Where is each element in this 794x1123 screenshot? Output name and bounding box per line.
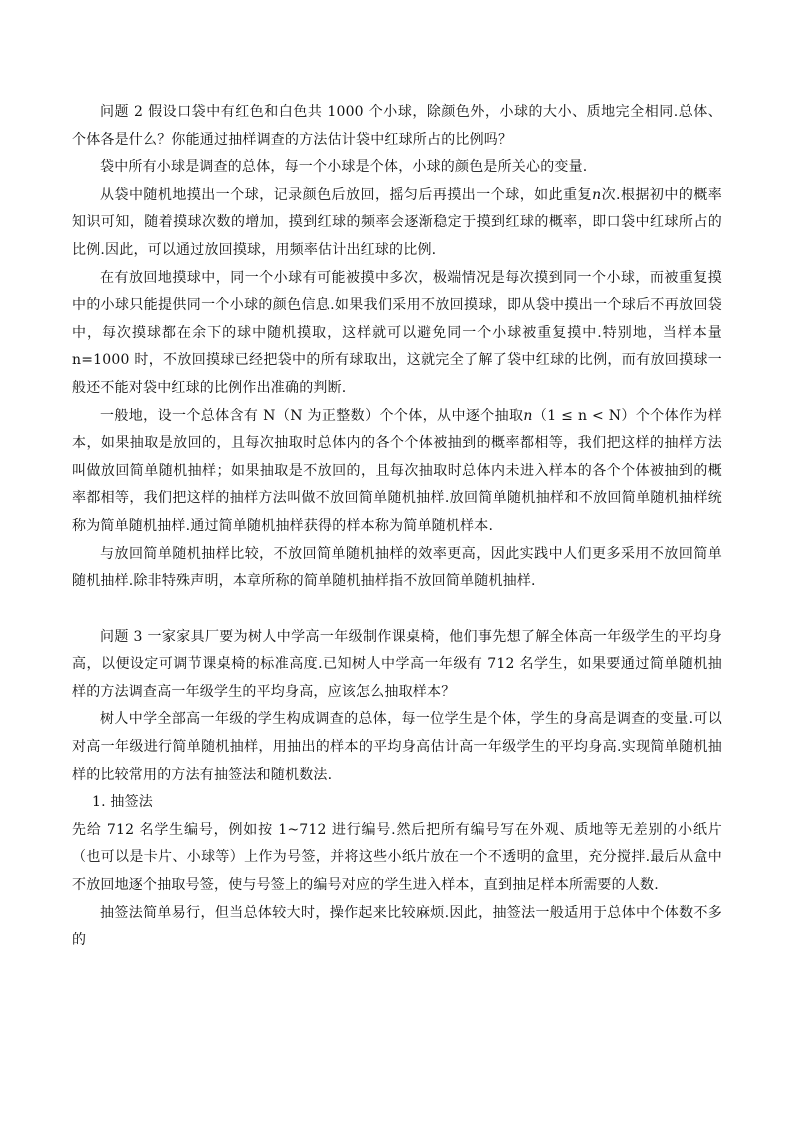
section-spacer — [72, 596, 722, 624]
definition-range: （1 ≤ n < N） — [532, 407, 636, 424]
question-2: 问题 2 假设口袋中有红色和白色共 1000 个小球，除颜色外，小球的大小、质地完全相同.总体、个体各是什么？你能通过抽样调查的方法估计袋中红球所占的比例吗？ — [72, 104, 722, 148]
document-body — [72, 99, 722, 955]
q2-answer-text-pre: 从袋中随机地摸出一个球，记录颜色后放回，摇匀后再摸出一个球，如此重复 — [100, 186, 593, 203]
variable-n: n — [592, 186, 602, 203]
q2-answer-text-post: 次.根据初中的概率知识可知，随着摸球次数的增加，摸到红球的频率会逐渐稳定于摸到红球的概率，即口袋中红球所占的比例.因此，可以通过放回摸球，用频率估计出红球的比例. — [72, 186, 722, 258]
q3-answer: 树人中学全部高一年级的学生构成调查的总体，每一位学生是个体，学生的身高是调查的变量.可以对高一年级进行简单随机抽样，用抽出的样本的平均身高估计高一年级学生的平均身高.实现简单随机抽样的比较常用的方法有抽签法和随机数法. — [72, 711, 722, 783]
definition-text-pre: 一般地，设一个总体含有 N（N 为正整数）个个体，从中逐个抽取 — [100, 407, 524, 424]
q2-answer-without-replacement: 在有放回地摸球中，同一个小球有可能被摸中多次，极端情况是每次摸到同一个小球，而被重复摸中的小球只能提供同一个小球的颜色信息.如果我们采用不放回摸球，即从袋中摸出一个球后不再放回袋中，每次摸球都在余下的球中随机摸取，这样就可以避免同一个小球被重复摸中.特别地，当样本量 n=1000 时，不放回摸球已经把袋中的所有球取出，这就完全了解了袋中红球的比例，而有放回摸球一般还不能对袋中红球的比例作出准确的判断. — [72, 269, 722, 396]
q2-answer-sampling-with-replacement — [72, 182, 722, 265]
variable-n: n — [523, 407, 533, 424]
comparison-paragraph: 与放回简单随机抽样比较，不放回简单随机抽样的效率更高，因此实践中人们更多采用不放回简单随机抽样.除非特殊声明，本章所称的简单随机抽样指不放回简单随机抽样. — [72, 545, 722, 590]
method-1-note: 抽签法简单易行，但当总体较大时，操作起来比较麻烦.因此，抽签法一般适用于总体中个体数不多的 — [72, 904, 722, 949]
method-1-heading: 1. 抽签法 — [92, 794, 154, 811]
definition-simple-random-sampling — [72, 403, 722, 541]
definition-text-post: 个个体作为样本，如果抽取是放回的，且每次抽取时总体内的各个个体被抽到的概率都相等，我们把这样的抽样方法叫做放回简单随机抽样；如果抽取是不放回的，且每次抽取时总体内未进入样本的各个个体被抽到的概率都相等，我们把这样的抽样方法叫做不放回简单随机抽样.放回简单随机抽样和不放回简单随机抽样统称为简单随机抽样.通过简单随机抽样获得的样本称为简单随机样本. — [72, 407, 722, 534]
question-3: 问题 3 一家家具厂要为树人中学高一年级制作课桌椅，他们事先想了解全体高一年级学生的平均身高，以便设定可调节课桌椅的标准高度.已知树人中学高一年级有 712 名学生，如果要通过简单随机抽样的方法调查高一年级学生的平均身高，应该怎么抽取样本？ — [72, 628, 722, 700]
method-1-body: 先给 712 名学生编号，例如按 1~712 进行编号.然后把所有编号写在外观、质地等无差别的小纸片（也可以是卡片、小球等）上作为号签，并将这些小纸片放在一个不透明的盒里，充分搅拌.最后从盒中不放回地逐个抽取号签，使与号签上的编号对应的学生进入样本，直到抽足样本所需要的人数. — [72, 821, 722, 894]
q2-answer-population: 袋中所有小球是调查的总体，每一个小球是个体，小球的颜色是所关心的变量. — [100, 159, 588, 176]
